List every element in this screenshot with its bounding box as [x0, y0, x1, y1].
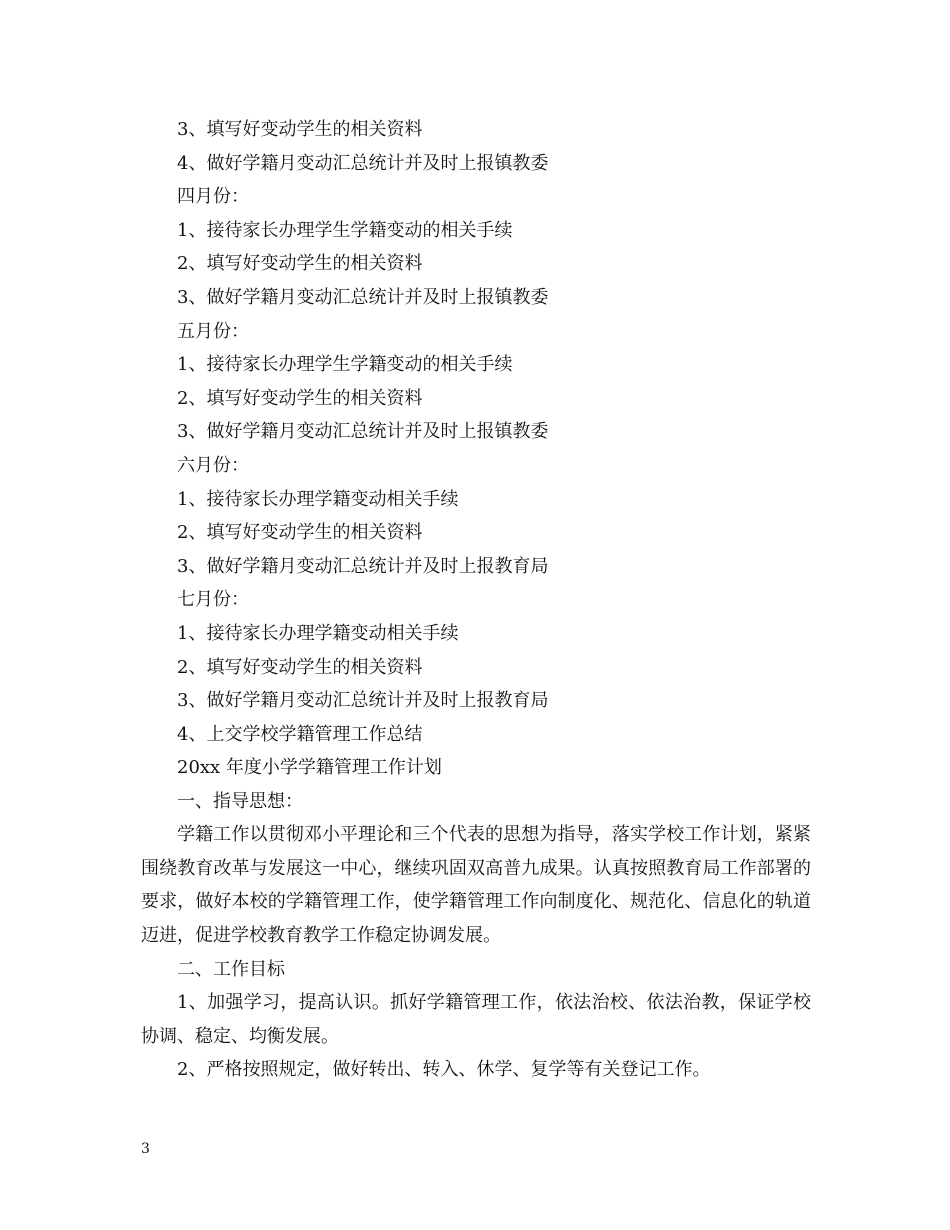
list-item: 1、接待家长办理学籍变动相关手续: [177, 623, 459, 644]
list-item: 2、填写好变动学生的相关资料: [177, 253, 423, 274]
list-item: 1、接待家长办理学籍变动相关手续: [177, 489, 459, 510]
page-number: 3: [141, 1141, 150, 1157]
month-heading: 七月份：: [177, 589, 249, 610]
list-item: 3、填写好变动学生的相关资料: [177, 119, 423, 140]
list-item: 1、接待家长办理学生学籍变动的相关手续: [177, 354, 513, 375]
section-heading: 一、指导思想：: [177, 791, 303, 812]
list-item: 3、做好学籍月变动汇总统计并及时上报镇教委: [177, 421, 549, 442]
month-heading: 六月份：: [177, 455, 249, 476]
list-item: 2、填写好变动学生的相关资料: [177, 522, 423, 543]
month-heading: 四月份：: [177, 186, 249, 207]
list-item: 3、做好学籍月变动汇总统计并及时上报镇教委: [177, 287, 549, 308]
list-item: 4、上交学校学籍管理工作总结: [177, 724, 423, 745]
list-item: 4、做好学籍月变动汇总统计并及时上报镇教委: [177, 153, 549, 174]
body-paragraph: 1、加强学习，提高认识。抓好学籍管理工作，依法治校、依法治教，保证学校协调、稳定、均衡发展。: [141, 992, 811, 1047]
section-heading: 二、工作目标: [177, 959, 285, 980]
body-paragraph: 学籍工作以贯彻邓小平理论和三个代表的思想为指导，落实学校工作计划，紧紧围绕教育改革与发展这一中心，继续巩固双高普九成果。认真按照教育局工作部署的要求，做好本校的学籍管理工作，使学籍管理工作向制度化、规范化、信息化的轨道迈进，促进学校教育教学工作稳定协调发展。: [141, 824, 811, 946]
list-item: 3、做好学籍月变动汇总统计并及时上报教育局: [177, 690, 549, 711]
list-item: 2、填写好变动学生的相关资料: [177, 657, 423, 678]
section-title: 20xx 年度小学学籍管理工作计划: [177, 757, 442, 778]
list-item: 1、接待家长办理学生学籍变动的相关手续: [177, 220, 513, 241]
body-paragraph: 2、严格按照规定，做好转出、转入、休学、复学等有关登记工作。: [177, 1059, 711, 1080]
list-item: 2、填写好变动学生的相关资料: [177, 388, 423, 409]
month-heading: 五月份：: [177, 321, 249, 342]
list-item: 3、做好学籍月变动汇总统计并及时上报教育局: [177, 556, 549, 577]
